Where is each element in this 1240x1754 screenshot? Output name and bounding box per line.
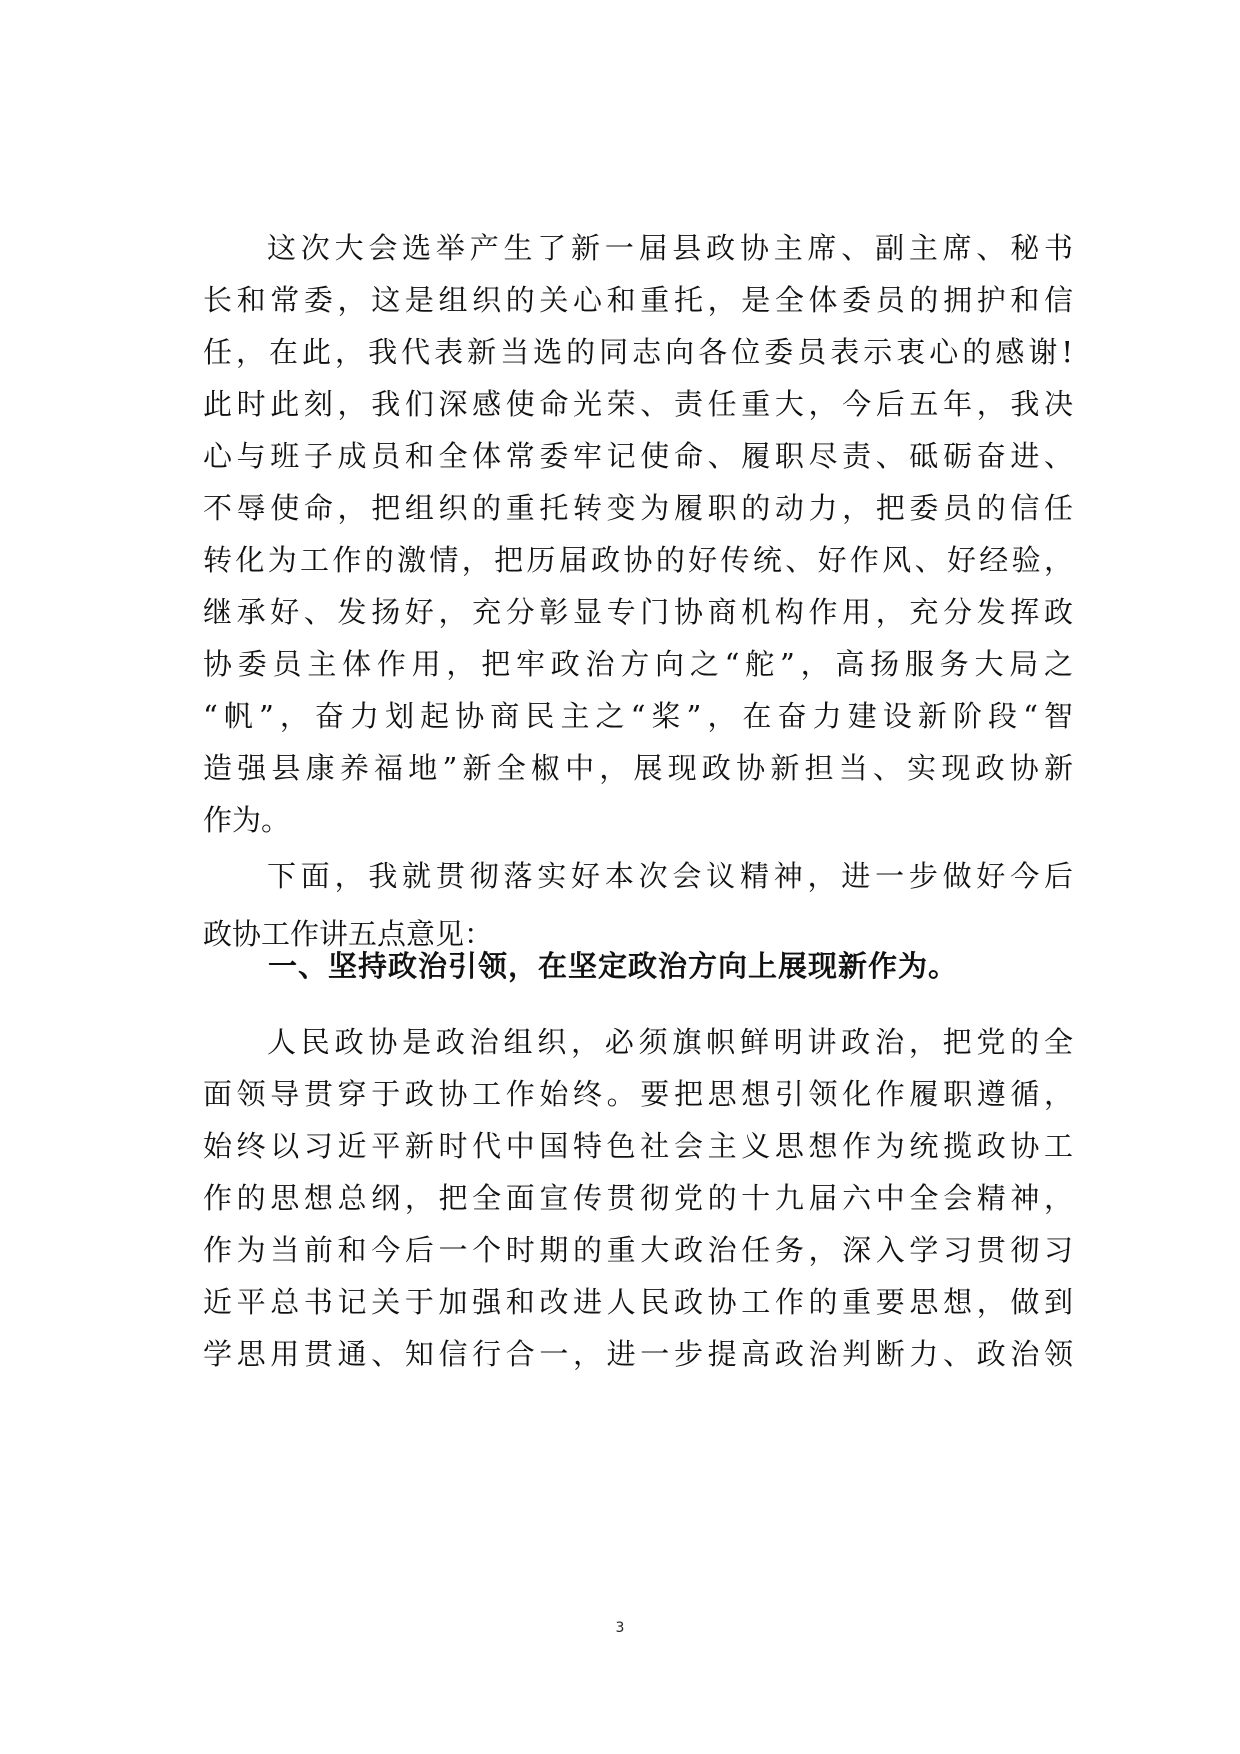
paragraph-2-line: 下面，我就贯彻落实好本次会议精神，进一步做好今后 [267, 859, 1073, 893]
paragraph-1-line: “帆”，奋力划起协商民主之“桨”，在奋力建设新阶段“智 [203, 699, 1073, 733]
paragraph-3-line: 人民政协是政治组织，必须旗帜鲜明讲政治，把党的全 [267, 1025, 1073, 1059]
paragraph-3-line: 作的思想总纲，把全面宣传贯彻党的十九届六中全会精神， [203, 1181, 1073, 1215]
section-heading: 一、坚持政治引领，在坚定政治方向上展现新作为。 [268, 949, 959, 983]
paragraph-1-line: 不辱使命，把组织的重托转变为履职的动力，把委员的信任 [203, 491, 1073, 525]
paragraph-3-line: 面领导贯穿于政协工作始终。要把思想引领化作履职遵循， [203, 1077, 1073, 1111]
paragraph-1-line: 这次大会选举产生了新一届县政协主席、副主席、秘书 [267, 231, 1073, 265]
paragraph-1-line: 转化为工作的激情，把历届政协的好传统、好作风、好经验， [203, 543, 1073, 577]
paragraph-3-line: 始终以习近平新时代中国特色社会主义思想作为统揽政协工 [203, 1129, 1073, 1163]
paragraph-3-line: 学思用贯通、知信行合一，进一步提高政治判断力、政治领 [203, 1337, 1073, 1371]
paragraph-3-line: 近平总书记关于加强和改进人民政协工作的重要思想，做到 [203, 1285, 1073, 1319]
paragraph-1-line: 协委员主体作用，把牢政治方向之“舵”，高扬服务大局之 [203, 647, 1073, 681]
paragraph-1-line: 长和常委，这是组织的关心和重托，是全体委员的拥护和信 [203, 283, 1073, 317]
paragraph-1-line: 造强县康养福地”新全椒中，展现政协新担当、实现政协新 [203, 751, 1073, 785]
paragraph-1-line: 继承好、发扬好，充分彰显专门协商机构作用，充分发挥政 [203, 595, 1073, 629]
paragraph-1-line: 此时此刻，我们深感使命光荣、责任重大，今后五年，我决 [203, 387, 1073, 421]
paragraph-1-line: 作为。 [203, 803, 291, 837]
document-body [203, 222, 1073, 1380]
paragraph-1-line: 任，在此，我代表新当选的同志向各位委员表示衷心的感谢! [203, 335, 1073, 369]
paragraph-3-line: 作为当前和今后一个时期的重大政治任务，深入学习贯彻习 [203, 1233, 1073, 1267]
paragraph-1-line: 心与班子成员和全体常委牢记使命、履职尽责、砥砺奋进、 [203, 439, 1073, 473]
paragraph-2-line: 政协工作讲五点意见： [203, 917, 494, 951]
page-number: 3 [615, 1620, 625, 1636]
